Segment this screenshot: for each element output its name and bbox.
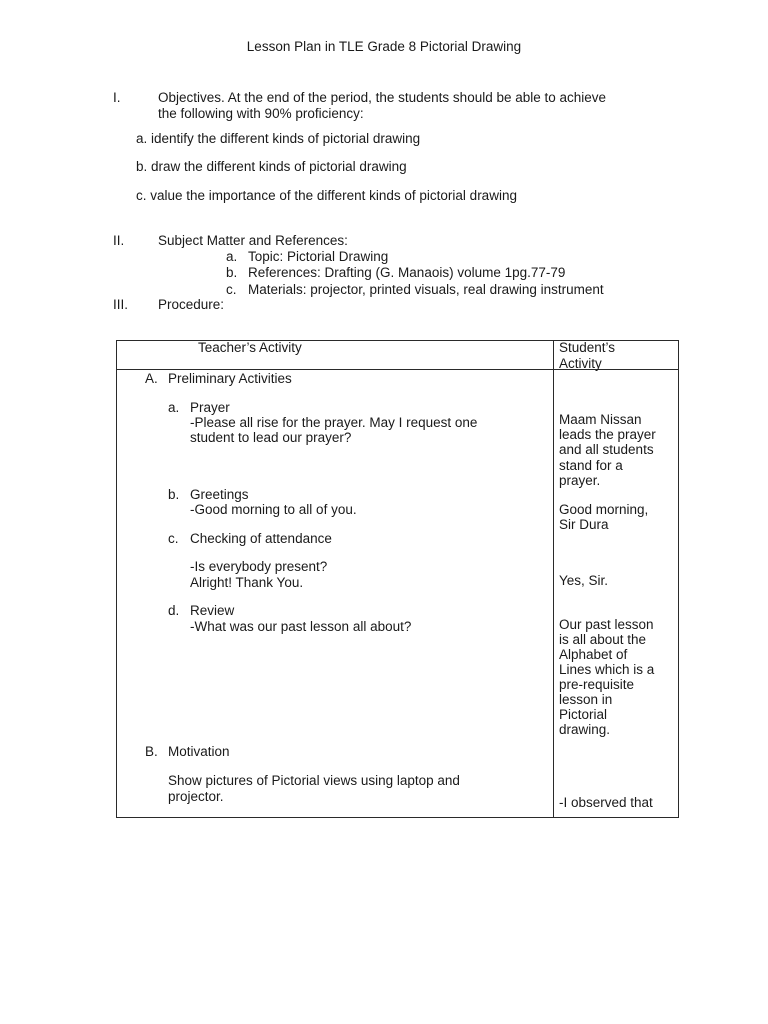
- motivation-text-line1: Show pictures of Pictorial views using laptop and: [168, 773, 460, 788]
- student-review-line: Lines which is a: [559, 662, 655, 677]
- table-header-teacher: Teacher’s Activity: [198, 340, 302, 355]
- page-title: Lesson Plan in TLE Grade 8 Pictorial Drawing: [246, 39, 522, 54]
- subject-item-marker: a.: [226, 249, 238, 264]
- objectives-intro-line1: Objectives. At the end of the period, the students should be able to achieve: [158, 90, 607, 105]
- attendance-heading: Checking of attendance: [190, 531, 332, 546]
- section-numeral-procedure: III.: [113, 297, 129, 312]
- objective-item: c. value the importance of the different kinds of pictorial drawing: [136, 188, 517, 203]
- student-review-line: lesson in: [559, 692, 613, 707]
- student-attendance-line: Yes, Sir.: [559, 573, 609, 588]
- student-review-line: pre-requisite: [559, 677, 635, 692]
- student-review-line: is all about the: [559, 632, 647, 647]
- student-prayer-line: leads the prayer: [559, 427, 656, 442]
- student-prayer-line: prayer.: [559, 473, 601, 488]
- objective-item: b. draw the different kinds of pictorial drawing: [136, 159, 407, 174]
- section-numeral-objectives: I.: [113, 90, 121, 105]
- objective-item: a. identify the different kinds of pictorial drawing: [136, 131, 421, 146]
- procedure-heading: Procedure:: [158, 297, 225, 312]
- item-marker: b.: [168, 487, 180, 502]
- review-text: -What was our past lesson all about?: [190, 619, 412, 634]
- attendance-text-line2: Alright! Thank You.: [190, 575, 304, 590]
- student-review-line: Our past lesson: [559, 617, 654, 632]
- table-column-divider: [553, 340, 554, 818]
- subject-item-references: References: Drafting (G. Manaois) volume 1pg.77-79: [248, 265, 566, 280]
- student-review-line: Alphabet of: [559, 647, 628, 662]
- motivation-text-line2: projector.: [168, 789, 224, 804]
- review-heading: Review: [190, 603, 235, 618]
- table-header-student-line1: Student’s: [559, 340, 616, 355]
- subject-item-marker: b.: [226, 265, 238, 280]
- item-marker: A.: [145, 371, 158, 386]
- preliminary-activities-heading: Preliminary Activities: [168, 371, 292, 386]
- objectives-intro-line2: the following with 90% proficiency:: [158, 106, 364, 121]
- table-header-student-line2: Activity: [559, 356, 602, 371]
- student-greetings-line: Good morning,: [559, 502, 649, 517]
- prayer-text-line1: -Please all rise for the prayer. May I request one: [190, 415, 478, 430]
- student-review-line: drawing.: [559, 722, 611, 737]
- student-motivation-line: -I observed that: [559, 795, 653, 810]
- student-greetings-line: Sir Dura: [559, 517, 609, 532]
- greetings-heading: Greetings: [190, 487, 249, 502]
- subject-item-marker: c.: [226, 282, 237, 297]
- subject-item-topic: Topic: Pictorial Drawing: [248, 249, 389, 264]
- subject-matter-heading: Subject Matter and References:: [158, 233, 348, 248]
- item-marker: a.: [168, 400, 180, 415]
- greetings-text: -Good morning to all of you.: [190, 502, 357, 517]
- student-prayer-line: Maam Nissan: [559, 412, 642, 427]
- student-prayer-line: and all students: [559, 442, 654, 457]
- motivation-heading: Motivation: [168, 744, 230, 759]
- student-prayer-line: stand for a: [559, 458, 623, 473]
- section-numeral-subject-matter: II.: [113, 233, 125, 248]
- item-marker: B.: [145, 744, 158, 759]
- prayer-text-line2: student to lead our prayer?: [190, 430, 352, 445]
- attendance-text-line1: -Is everybody present?: [190, 559, 328, 574]
- item-marker: c.: [168, 531, 179, 546]
- student-review-line: Pictorial: [559, 707, 608, 722]
- item-marker: d.: [168, 603, 180, 618]
- prayer-heading: Prayer: [190, 400, 230, 415]
- subject-item-materials: Materials: projector, printed visuals, real drawing instrument: [248, 282, 604, 297]
